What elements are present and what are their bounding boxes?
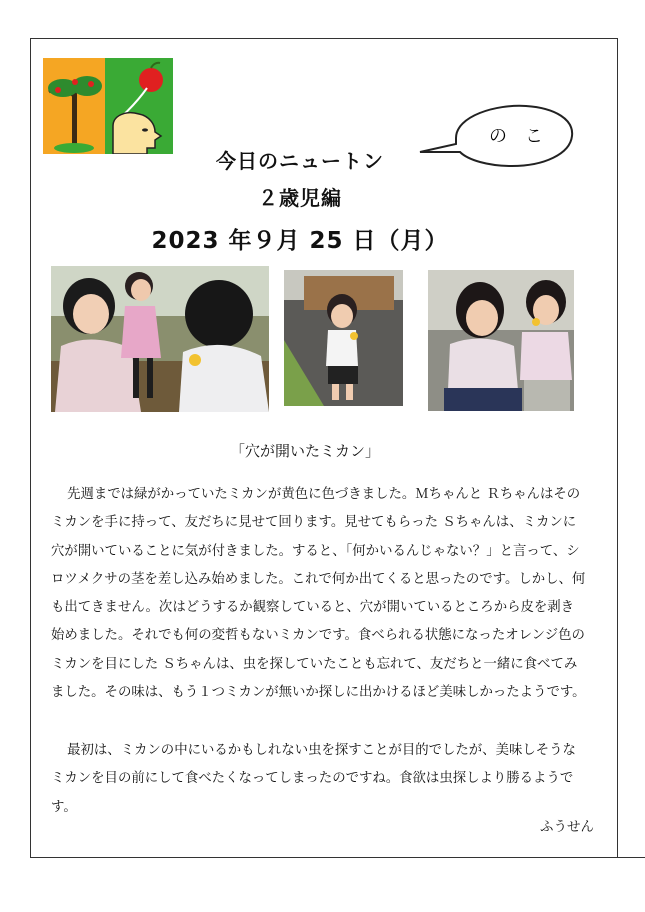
photo-children-with-mandarin — [51, 266, 269, 412]
author-signature: ふうせん — [540, 819, 594, 835]
photo-child-on-deck — [284, 270, 403, 406]
margin-rule — [617, 38, 618, 858]
page-date: 2023 年９月 25 日（月） — [151, 228, 449, 254]
newton-apple-logo-icon — [43, 58, 173, 154]
article-paragraph-1: 先週までは緑がかっていたミカンが黄色に色づきました。Ｍちゃんと Ｒちゃんはそのミカンを手に持って、友だちに見せて回ります。見せてもらった Ｓちゃんは、ミカンに穴が開いていることに気が付きました。すると、「何かいるんじゃない？」と言って、シロツメクサの茎を差し込み始めました。これで何か出てくると思ったのです。しかし、何も出てきません。次はどうするか観察していると、穴が開いているところから皮を剥き始めました。それでも何の変哲もないミカンです。食べられる状態になったオレンジ色のミカンを目にした Ｓちゃんは、虫を探していたことも忘れて、友だちと一緒に食べてみました。その味は、もう１つミカンが無いか探しに出かけるほど美味しかったようです。 — [51, 487, 586, 701]
page-title: 今日のニュートン — [216, 149, 384, 173]
article-heading: 「穴が開いたミカン」 — [230, 442, 381, 460]
bubble-text: の こ — [489, 126, 543, 147]
page-subtitle: ２歳児編 — [258, 186, 342, 210]
article-paragraph-2: 最初は、ミカンの中にいるかもしれない虫を探すことが目的でしたが、美味しそうなミカンを目の前にして食べたくなってしまったのですね。食欲は虫探しより勝るようです。 — [51, 743, 576, 815]
speech-bubble — [416, 98, 576, 178]
photo-two-children-eating — [428, 270, 574, 411]
margin-rule-bottom — [617, 857, 645, 858]
